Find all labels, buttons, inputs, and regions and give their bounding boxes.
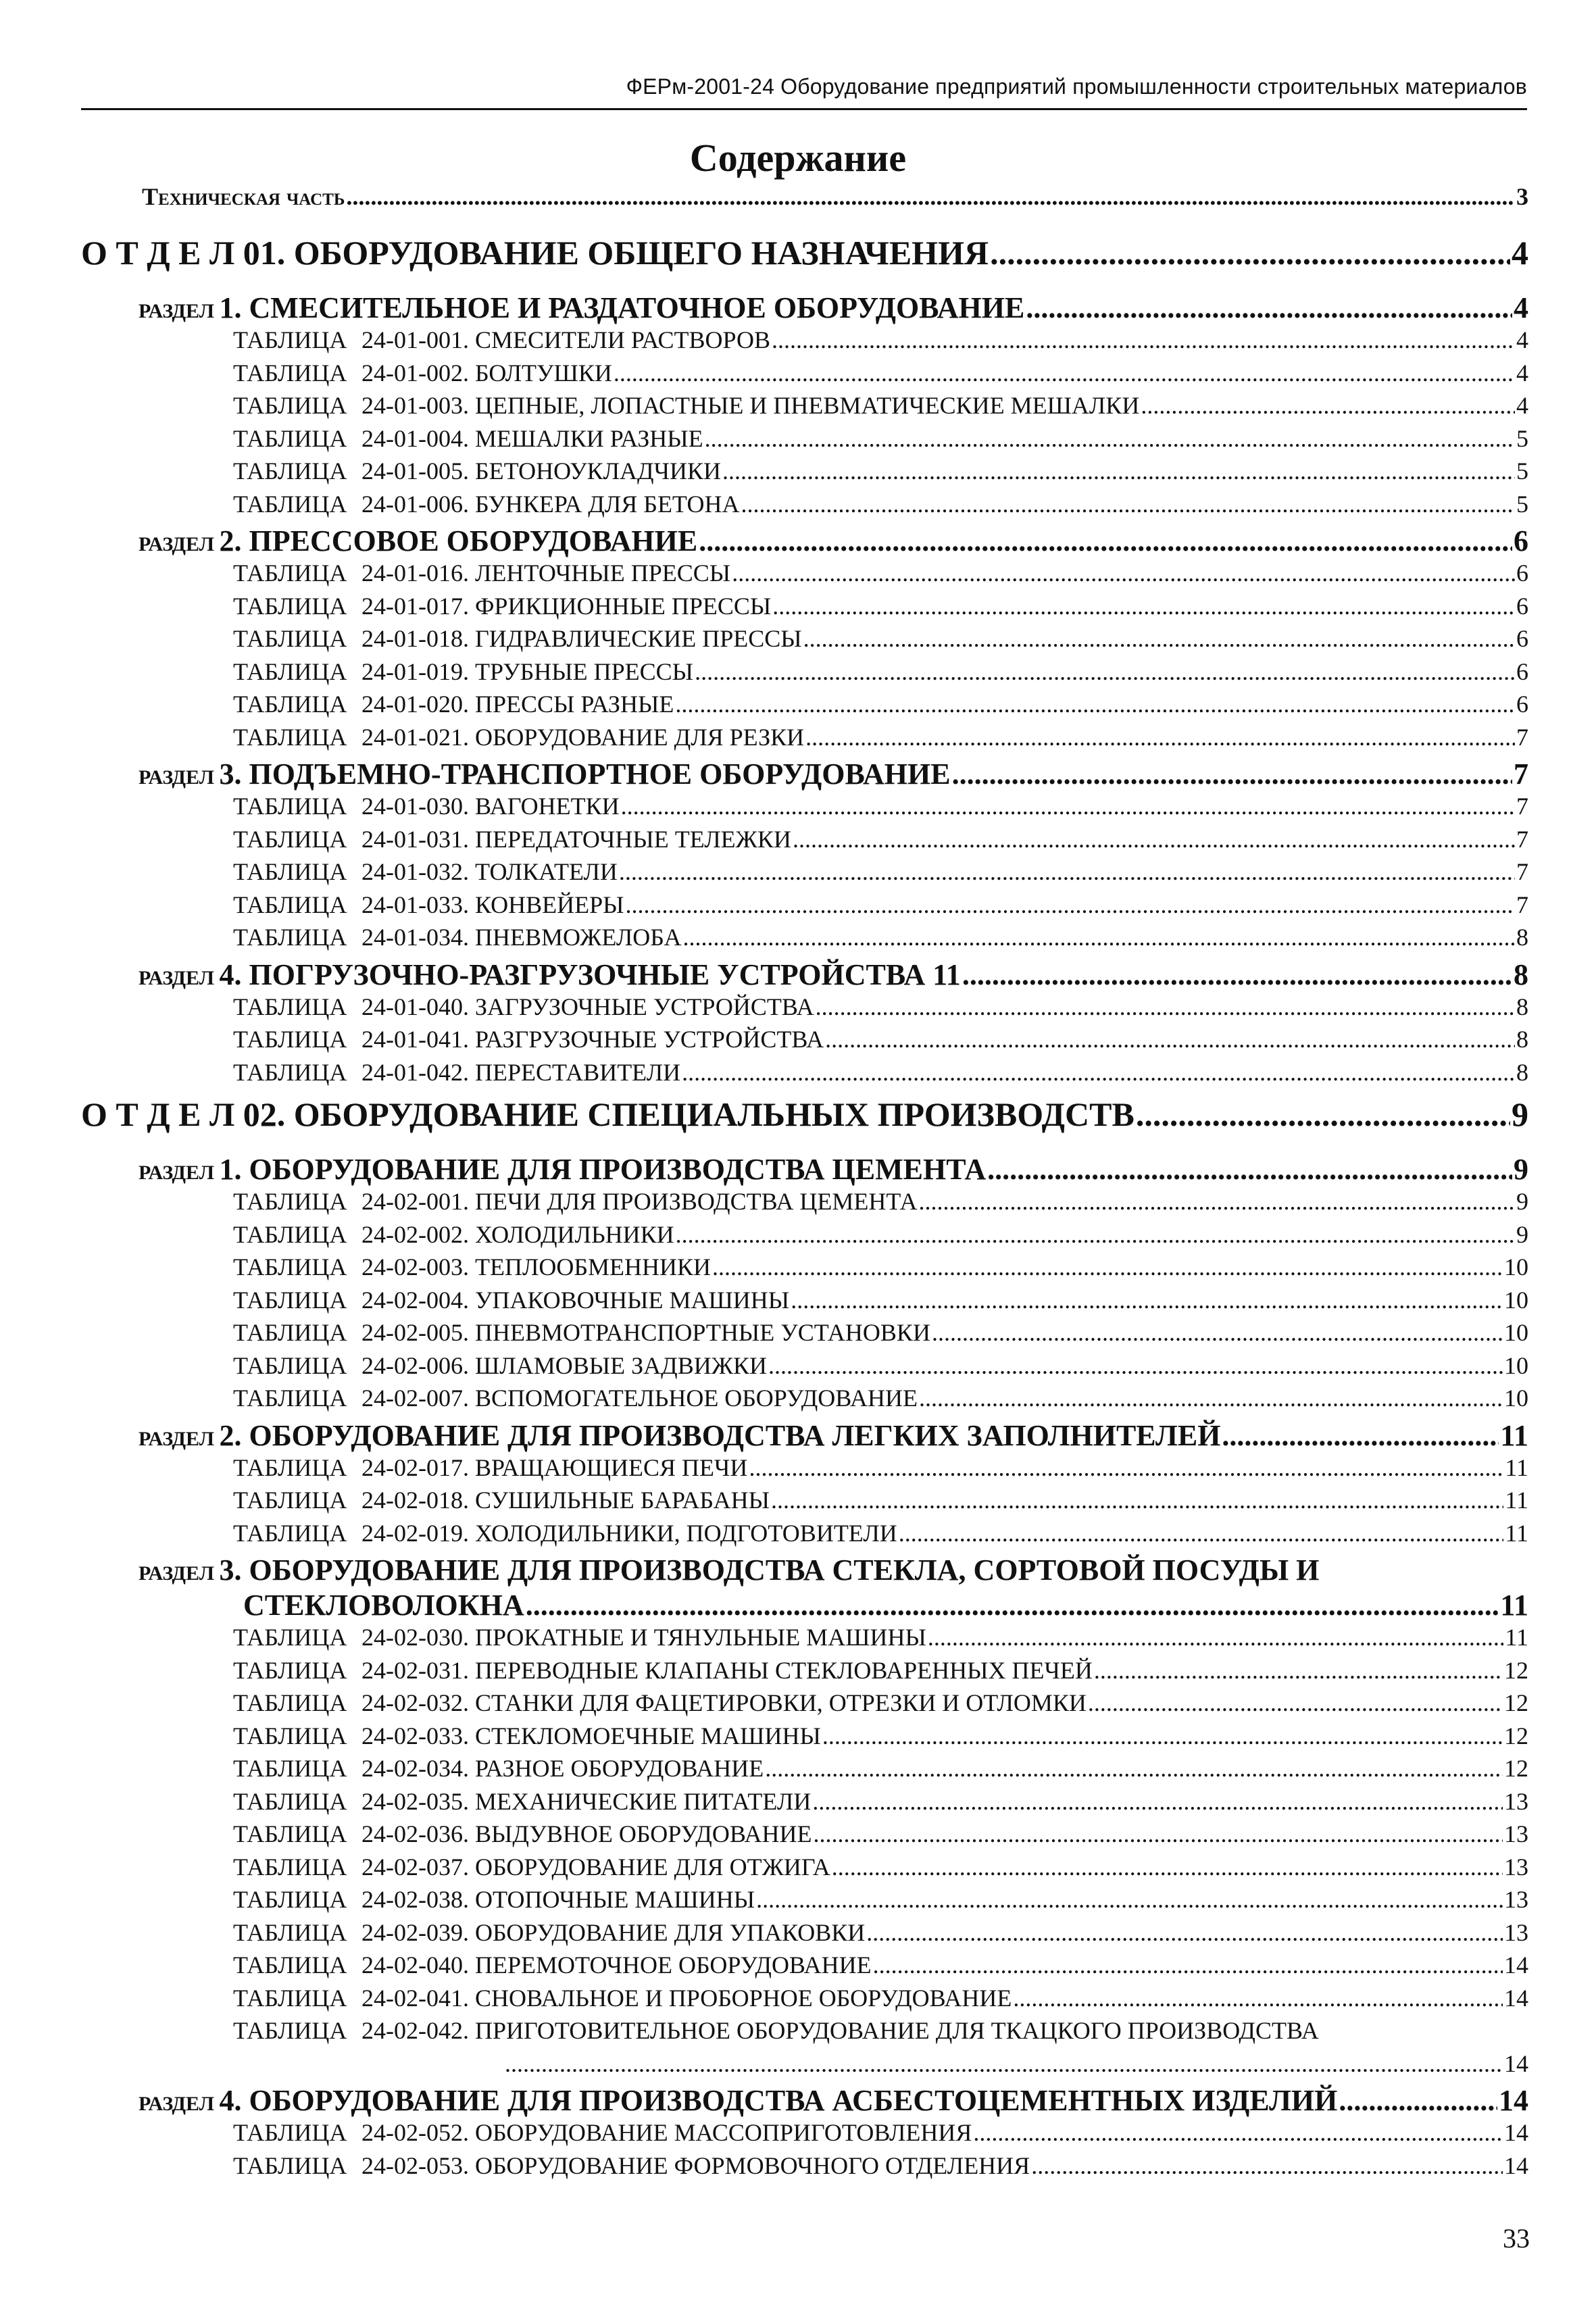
toc-table-entry[interactable] (233, 1656, 1528, 1685)
toc-table-entry[interactable] (233, 1722, 1528, 1750)
toc-table-entry-label: ТАБЛИЦА 24-01-033. КОНВЕЙЕРЫ (233, 891, 624, 918)
table-keyword: ТАБЛИЦА (233, 1453, 347, 1481)
toc-table-entry-page: 14 (1504, 2119, 1528, 2146)
toc-table-entry-label: ТАБЛИЦА 24-02-030. ПРОКАТНЫЕ И ТЯНУЛЬНЫЕ МАШИНЫ (233, 1624, 926, 1651)
leader-dots (1026, 291, 1512, 325)
leader-dots (705, 424, 1515, 453)
toc-table-entry[interactable] (233, 1519, 1528, 1547)
toc-table-entry-page: 10 (1504, 1351, 1528, 1379)
table-keyword: ТАБЛИЦА (233, 1487, 347, 1514)
leader-dots (675, 690, 1515, 718)
toc-table-entry-page: 6 (1516, 657, 1528, 685)
leader-dots (866, 1918, 1503, 1947)
leader-dots (505, 2049, 1503, 2078)
table-keyword: ТАБЛИЦА (233, 1253, 347, 1280)
table-keyword: ТАБЛИЦА (233, 1984, 347, 2012)
leader-dots (919, 1187, 1515, 1216)
leader-dots (695, 657, 1515, 686)
toc-razdel-page: 8 (1514, 957, 1528, 991)
toc-table-entry-label: ТАБЛИЦА 24-01-018. ГИДРАВЛИЧЕСКИЕ ПРЕССЫ (233, 625, 802, 652)
leader-dots (822, 1722, 1503, 1750)
toc-table-entry-label: ТАБЛИЦА 24-01-041. РАЗГРУЗОЧНЫЕ УСТРОЙСТВА (233, 1026, 824, 1053)
toc-table-entry-label: ТАБЛИЦА 24-01-040. ЗАГРУЗОЧНЫЕ УСТРОЙСТВА (233, 993, 814, 1020)
toc-table-entry-page: 10 (1504, 1253, 1528, 1280)
table-keyword: ТАБЛИЦА (233, 1689, 347, 1716)
table-keyword: ТАБЛИЦА (233, 1951, 347, 1978)
table-keyword: ТАБЛИЦА (233, 625, 347, 652)
toc-otdel-label: О Т Д Е Л 02. ОБОРУДОВАНИЕ СПЕЦИАЛЬНЫХ ПРОИЗВОДСТВ (81, 1095, 1134, 1133)
toc-table-entry-page: 6 (1516, 559, 1528, 587)
toc-table-entry[interactable] (233, 1286, 1528, 1314)
toc-table-entry[interactable] (233, 993, 1528, 1021)
razdel-word: РАЗДЕЛ (139, 2093, 220, 2115)
toc-table-entry-label: ТАБЛИЦА 24-02-037. ОБОРУДОВАНИЕ ДЛЯ ОТЖИГА (233, 1853, 830, 1881)
toc-razdel-label: РАЗДЕЛ 1. ОБОРУДОВАНИЕ ДЛЯ ПРОИЗВОДСТВА ЦЕМЕНТА (139, 1153, 987, 1186)
toc-razdel-label: РАЗДЕЛ 3. ОБОРУДОВАНИЕ ДЛЯ ПРОИЗВОДСТВА СТЕКЛА, СОРТОВОЙ ПОСУДЫ И (139, 1553, 1320, 1587)
table-keyword: ТАБЛИЦА (233, 1918, 347, 1946)
leader-dots (814, 1820, 1503, 1848)
page-title: Содержание (689, 136, 907, 180)
razdel-word: РАЗДЕЛ (139, 766, 220, 789)
toc-table-entry-label: ТАБЛИЦА 24-01-021. ОБОРУДОВАНИЕ ДЛЯ РЕЗКИ (233, 723, 805, 751)
toc-table-entry-label: ТАБЛИЦА 24-02-053. ОБОРУДОВАНИЕ ФОРМОВОЧНОГО ОТДЕЛЕНИЯ (233, 2151, 1030, 2179)
leader-dots (1013, 1984, 1503, 2012)
table-keyword: ТАБЛИЦА (233, 392, 347, 419)
toc-table-entry[interactable] (233, 391, 1528, 420)
leader-dots (756, 1885, 1503, 1914)
leader-dots (873, 1951, 1503, 1979)
toc-table-entry-label: ТАБЛИЦА 24-02-052. ОБОРУДОВАНИЕ МАССОПРИГОТОВЛЕНИЯ (233, 2119, 972, 2146)
toc-table-entry-label: ТАБЛИЦА 24-01-004. МЕШАЛКИ РАЗНЫЕ (233, 424, 703, 452)
toc-table-entry[interactable] (233, 657, 1528, 686)
toc-table-entry-page: 11 (1505, 1453, 1528, 1481)
leader-dots (768, 1351, 1503, 1380)
toc-razdel-label: РАЗДЕЛ 3. ПОДЪЕМНО-ТРАНСПОРТНОЕ ОБОРУДОВАНИЕ (139, 757, 951, 791)
leader-dots (825, 1025, 1515, 1053)
toc-table-entry[interactable] (233, 1318, 1528, 1347)
toc-razdel-cont-page: 11 (1500, 1589, 1528, 1622)
toc-otdel[interactable] (81, 1095, 1528, 1134)
razdel-word: РАЗДЕЛ (139, 533, 220, 555)
leader-dots (1141, 391, 1515, 420)
table-keyword: ТАБЛИЦА (233, 1853, 347, 1881)
leader-dots (741, 490, 1515, 518)
toc-table-entry-label: ТАБЛИЦА 24-02-003. ТЕПЛООБМЕННИКИ (233, 1253, 712, 1280)
toc-razdel[interactable] (139, 757, 1528, 791)
toc-table-entry-page: 8 (1516, 993, 1528, 1020)
toc-table-entry[interactable] (233, 723, 1528, 751)
toc-table-entry[interactable] (233, 1885, 1528, 1914)
table-keyword: ТАБЛИЦА (233, 993, 347, 1020)
leader-dots (676, 1220, 1515, 1249)
toc-table-entry-page: 7 (1516, 793, 1528, 820)
toc-table-entry[interactable] (233, 1025, 1528, 1053)
toc-table-entry[interactable] (233, 326, 1528, 354)
toc-table-entry[interactable] (233, 1984, 1528, 2012)
toc-table-entry[interactable] (233, 1253, 1528, 1281)
razdel-word: РАЗДЕЛ (139, 300, 220, 322)
toc-table-entry-label: ТАБЛИЦА 24-02-042. ПРИГОТОВИТЕЛЬНОЕ ОБОРУДОВАНИЕ ДЛЯ ТКАЦКОГО ПРОИЗВОДСТВА (233, 2017, 1319, 2044)
toc-table-entry[interactable] (233, 559, 1528, 587)
table-keyword: ТАБЛИЦА (233, 825, 347, 853)
leader-dots (614, 359, 1515, 387)
toc-table-entry-label: ТАБЛИЦА 24-01-017. ФРИКЦИОННЫЕ ПРЕССЫ (233, 592, 772, 620)
leader-dots (805, 723, 1515, 751)
table-keyword: ТАБЛИЦА (233, 424, 347, 452)
toc-table-entry[interactable] (233, 1187, 1528, 1216)
toc-razdel-page: 14 (1499, 2084, 1528, 2117)
toc-razdel-page: 9 (1514, 1153, 1528, 1186)
table-keyword: ТАБЛИЦА (233, 1820, 347, 1847)
toc-table-entry-label: ТАБЛИЦА 24-01-006. БУНКЕРА ДЛЯ БЕТОНА (233, 490, 740, 518)
toc-table-entry[interactable] (233, 1351, 1528, 1380)
toc-table-entry[interactable] (233, 1951, 1528, 1979)
toc-razdel[interactable] (139, 1152, 1528, 1187)
table-keyword: ТАБЛИЦА (233, 1026, 347, 1053)
toc-table-entry-page: 13 (1504, 1853, 1528, 1881)
toc-razdel-label: РАЗДЕЛ 2. ПРЕССОВОЕ ОБОРУДОВАНИЕ (139, 524, 698, 557)
toc-table-entry-page: 8 (1516, 1058, 1528, 1086)
leader-dots (1031, 2151, 1503, 2180)
toc-razdel-label: РАЗДЕЛ 4. ОБОРУДОВАНИЕ ДЛЯ ПРОИЗВОДСТВА АСБЕСТОЦЕМЕНТНЫХ ИЗДЕЛИЙ (139, 2084, 1338, 2117)
toc-table-entry-label: ТАБЛИЦА 24-02-031. ПЕРЕВОДНЫЕ КЛАПАНЫ СТЕКЛОВАРЕННЫХ ПЕЧЕЙ (233, 1656, 1093, 1684)
leader-dots (973, 2118, 1503, 2147)
leader-dots (621, 792, 1515, 820)
toc-technical-part-label: Техническая часть (142, 183, 345, 210)
toc-table-entry-label: ТАБЛИЦА 24-01-034. ПНЕВМОЖЕЛОБА (233, 924, 682, 951)
toc-razdel-page: 6 (1514, 524, 1528, 557)
leader-dots (803, 624, 1515, 653)
leader-dots (952, 757, 1512, 791)
toc-table-entry-page: 4 (1516, 392, 1528, 419)
toc-table-entry[interactable] (233, 2151, 1528, 2180)
toc-table-entry-page: 12 (1504, 1689, 1528, 1716)
toc-table-entry[interactable] (233, 1754, 1528, 1783)
toc-table-entry[interactable] (233, 1820, 1528, 1848)
table-keyword: ТАБЛИЦА (233, 1188, 347, 1215)
leader-dots (346, 182, 1515, 211)
table-keyword: ТАБЛИЦА (233, 457, 347, 484)
leader-dots (791, 1286, 1503, 1314)
leader-dots (816, 993, 1515, 1021)
leader-dots (932, 1318, 1503, 1347)
leader-dots (771, 1486, 1503, 1514)
leader-dots (732, 559, 1515, 587)
toc-table-entry-label: ТАБЛИЦА 24-01-003. ЦЕПНЫЕ, ЛОПАСТНЫЕ И ПНЕВМАТИЧЕСКИЕ МЕШАЛКИ (233, 392, 1140, 419)
razdel-word: РАЗДЕЛ (139, 1162, 220, 1184)
toc-table-entry-label: ТАБЛИЦА 24-01-042. ПЕРЕСТАВИТЕЛИ (233, 1058, 681, 1086)
toc-table-entry[interactable] (233, 825, 1528, 853)
leader-dots (712, 1253, 1503, 1281)
toc-table-entry-label: ТАБЛИЦА 24-02-017. ВРАЩАЮЩИЕСЯ ПЕЧИ (233, 1453, 748, 1481)
leader-dots (987, 1152, 1512, 1187)
toc-table-entry[interactable] (233, 923, 1528, 951)
razdel-word: РАЗДЕЛ (139, 966, 220, 989)
table-keyword: ТАБЛИЦА (233, 891, 347, 918)
leader-dots (1088, 1689, 1503, 1717)
toc-table-entry-label: ТАБЛИЦА 24-02-033. СТЕКЛОМОЕЧНЫЕ МАШИНЫ (233, 1722, 821, 1749)
table-keyword: ТАБЛИЦА (233, 1286, 347, 1314)
toc-razdel-page: 4 (1514, 291, 1528, 324)
toc-table-entry[interactable] (233, 1787, 1528, 1816)
table-keyword: ТАБЛИЦА (233, 1385, 347, 1412)
leader-dots (526, 1588, 1499, 1622)
table-keyword: ТАБЛИЦА (233, 691, 347, 718)
leader-dots (1094, 1656, 1503, 1685)
razdel-word: РАЗДЕЛ (139, 1562, 220, 1585)
toc-table-entry[interactable] (233, 792, 1528, 820)
toc-table-entry-label: ТАБЛИЦА 24-01-032. ТОЛКАТЕЛИ (233, 858, 618, 885)
toc-table-entry-label: ТАБЛИЦА 24-02-038. ОТОПОЧНЫЕ МАШИНЫ (233, 1886, 755, 1913)
toc-table-entry-label: ТАБЛИЦА 24-02-002. ХОЛОДИЛЬНИКИ (233, 1220, 674, 1248)
leader-dots (928, 1623, 1503, 1651)
toc-table-entry[interactable] (233, 1486, 1528, 1514)
toc-table-entry[interactable] (233, 1853, 1528, 1881)
toc-table-entry-page: 10 (1504, 1286, 1528, 1314)
toc-otdel-page: 4 (1512, 234, 1528, 272)
razdel-word: РАЗДЕЛ (139, 1427, 220, 1450)
toc-table-entry[interactable] (233, 1384, 1528, 1412)
toc-table-entry-label: ТАБЛИЦА 24-02-007. ВСПОМОГАТЕЛЬНОЕ ОБОРУДОВАНИЕ (233, 1385, 918, 1412)
toc-table-entry-label: ТАБЛИЦА 24-02-041. СНОВАЛЬНОЕ И ПРОБОРНОЕ ОБОРУДОВАНИЕ (233, 1984, 1012, 2012)
leader-dots (626, 891, 1516, 919)
toc-table-entry-label: ТАБЛИЦА 24-02-034. РАЗНОЕ ОБОРУДОВАНИЕ (233, 1755, 764, 1782)
toc-table-entry-page: 13 (1504, 1820, 1528, 1847)
toc-razdel[interactable] (139, 1418, 1528, 1453)
toc-table-entry-page: 12 (1504, 1755, 1528, 1782)
toc-table-entry-page: 11 (1505, 1624, 1528, 1651)
toc-razdel[interactable] (139, 524, 1528, 558)
leader-dots (793, 825, 1515, 853)
table-keyword: ТАБЛИЦА (233, 793, 347, 820)
leader-dots (682, 1058, 1515, 1087)
toc-razdel[interactable] (139, 957, 1528, 992)
toc-table-entry-label: ТАБЛИЦА 24-02-036. ВЫДУВНОЕ ОБОРУДОВАНИЕ (233, 1820, 812, 1847)
table-keyword: ТАБЛИЦА (233, 1319, 347, 1346)
toc-razdel-cont[interactable] (243, 1588, 1528, 1622)
toc-table-entry-page: 14 (1504, 1951, 1528, 1978)
leader-dots (765, 1754, 1503, 1783)
toc-table-entry-page: 6 (1516, 625, 1528, 652)
toc-razdel-label: РАЗДЕЛ 1. СМЕСИТЕЛЬНОЕ И РАЗДАТОЧНОЕ ОБОРУДОВАНИЕ (139, 291, 1025, 324)
toc-table-entry[interactable] (233, 424, 1528, 453)
toc-table-entry[interactable] (233, 1453, 1528, 1482)
toc-table-entry-page: 7 (1516, 891, 1528, 918)
toc-razdel[interactable] (139, 2083, 1528, 2118)
toc-table-entry[interactable] (233, 624, 1528, 653)
toc-table-entry-page: 12 (1504, 1656, 1528, 1684)
leader-dots (990, 233, 1510, 272)
table-keyword: ТАБЛИЦА (233, 559, 347, 587)
table-keyword: ТАБЛИЦА (233, 2119, 347, 2146)
toc-table-entry-page: 8 (1516, 924, 1528, 951)
toc-razdel-page: 11 (1500, 1418, 1528, 1452)
page-number: 33 (1503, 2223, 1530, 2254)
toc-table-entry-page: 13 (1504, 1918, 1528, 1946)
toc-table-entry-page: 13 (1504, 1787, 1528, 1815)
toc-table-entry-page: 8 (1516, 1026, 1528, 1053)
toc-table-entry-page: 10 (1504, 1319, 1528, 1346)
toc-table-entry-page: 6 (1516, 592, 1528, 620)
toc-razdel-label: РАЗДЕЛ 4. ПОГРУЗОЧНО-РАЗГРУЗОЧНЫЕ УСТРОЙСТВА 11 (139, 957, 961, 991)
toc-table-entry-label: ТАБЛИЦА 24-02-018. СУШИЛЬНЫЕ БАРАБАНЫ (233, 1487, 770, 1514)
table-keyword: ТАБЛИЦА (233, 1886, 347, 1913)
toc-table-entry-page: 7 (1516, 723, 1528, 751)
leader-dots (699, 524, 1512, 558)
toc-table-entry-label: ТАБЛИЦА 24-01-002. БОЛТУШКИ (233, 359, 612, 387)
toc-table-entry[interactable] (233, 2016, 1528, 2045)
leader-dots (619, 857, 1515, 886)
toc-table-entry[interactable] (233, 457, 1528, 485)
toc-table-entry[interactable] (233, 690, 1528, 718)
toc-table-entry-page: 14 (1504, 2151, 1528, 2179)
toc-table-entry[interactable] (233, 490, 1528, 518)
table-keyword: ТАБЛИЦА (233, 657, 347, 685)
toc-table-entry-page: 5 (1516, 457, 1528, 484)
toc-table-entry-label: ТАБЛИЦА 24-02-006. ШЛАМОВЫЕ ЗАДВИЖКИ (233, 1351, 767, 1379)
running-header (81, 74, 1527, 110)
leader-dots (962, 957, 1512, 992)
toc-table-entry-page: 7 (1516, 825, 1528, 853)
table-keyword: ТАБЛИЦА (233, 2151, 347, 2179)
leader-dots (812, 1787, 1503, 1816)
toc-table-entry-page: 11 (1505, 1519, 1528, 1547)
toc-razdel-cont-label: СТЕКЛОВОЛОКНА (243, 1589, 524, 1622)
table-keyword: ТАБЛИЦА (233, 1656, 347, 1684)
table-keyword: ТАБЛИЦА (233, 858, 347, 885)
toc-otdel-label: О Т Д Е Л 01. ОБОРУДОВАНИЕ ОБЩЕГО НАЗНАЧЕНИЯ (81, 234, 989, 272)
toc-table-entry[interactable] (233, 2118, 1528, 2147)
toc-otdel[interactable] (81, 233, 1528, 272)
toc-table-entry-label: ТАБЛИЦА 24-02-005. ПНЕВМОТРАНСПОРТНЫЕ УСТАНОВКИ (233, 1319, 930, 1346)
toc-table-entry[interactable] (233, 592, 1528, 620)
toc-table-entry-cont-page: 14 (1504, 2049, 1528, 2077)
toc-table-entry-label: ТАБЛИЦА 24-02-039. ОБОРУДОВАНИЕ ДЛЯ УПАКОВКИ (233, 1918, 866, 1946)
toc-table-entry-page: 10 (1504, 1385, 1528, 1412)
toc-razdel-label: РАЗДЕЛ 2. ОБОРУДОВАНИЕ ДЛЯ ПРОИЗВОДСТВА ЛЕГКИХ ЗАПОЛНИТЕЛЕЙ (139, 1418, 1221, 1452)
table-keyword: ТАБЛИЦА (233, 1755, 347, 1782)
toc-table-entry[interactable] (233, 1220, 1528, 1249)
leader-dots (1136, 1095, 1510, 1134)
toc-table-entry-label: ТАБЛИЦА 24-02-001. ПЕЧИ ДЛЯ ПРОИЗВОДСТВА ЦЕМЕНТА (233, 1188, 918, 1215)
leader-dots (749, 1453, 1503, 1482)
leader-dots (919, 1384, 1503, 1412)
toc-table-entry-label: ТАБЛИЦА 24-01-030. ВАГОНЕТКИ (233, 793, 620, 820)
toc-table-entry-label: ТАБЛИЦА 24-02-040. ПЕРЕМОТОЧНОЕ ОБОРУДОВАНИЕ (233, 1951, 872, 1978)
table-keyword: ТАБЛИЦА (233, 1351, 347, 1379)
leader-dots (1222, 1418, 1499, 1453)
leader-dots (772, 592, 1515, 620)
header-text: ФЕРм-2001-24 Оборудование предприятий промышленности строительных материалов (626, 74, 1527, 99)
leader-dots (1339, 2083, 1497, 2118)
toc-table-entry-page: 4 (1516, 359, 1528, 387)
toc-table-entry-page: 12 (1504, 1722, 1528, 1749)
table-keyword: ТАБЛИЦА (233, 1787, 347, 1815)
toc-razdel[interactable] (139, 1553, 1528, 1587)
table-keyword: ТАБЛИЦА (233, 1519, 347, 1547)
table-keyword: ТАБЛИЦА (233, 1220, 347, 1248)
toc-table-entry-page: 9 (1516, 1220, 1528, 1248)
toc-table-entry-page: 5 (1516, 490, 1528, 518)
toc-table-entry-cont[interactable] (503, 2049, 1528, 2078)
toc-table-entry-label: ТАБЛИЦА 24-02-019. ХОЛОДИЛЬНИКИ, ПОДГОТОВИТЕЛИ (233, 1519, 897, 1547)
toc-table-entry-label: ТАБЛИЦА 24-01-020. ПРЕССЫ РАЗНЫЕ (233, 691, 674, 718)
toc-table-entry-label: ТАБЛИЦА 24-02-004. УПАКОВОЧНЫЕ МАШИНЫ (233, 1286, 790, 1314)
leader-dots (832, 1853, 1503, 1881)
toc-table-entry-label: ТАБЛИЦА 24-01-001. СМЕСИТЕЛИ РАСТВОРОВ (233, 326, 771, 353)
toc-table-entry[interactable] (233, 891, 1528, 919)
toc-table-entry[interactable] (233, 1058, 1528, 1087)
toc-table-entry-label: ТАБЛИЦА 24-01-031. ПЕРЕДАТОЧНЫЕ ТЕЛЕЖКИ (233, 825, 791, 853)
toc-table-entry-page: 7 (1516, 858, 1528, 885)
toc-table-entry-label: ТАБЛИЦА 24-02-035. МЕХАНИЧЕСКИЕ ПИТАТЕЛИ (233, 1787, 812, 1815)
toc-table-entry[interactable] (233, 857, 1528, 886)
toc-razdel-page: 7 (1514, 757, 1528, 791)
toc-table-entry-label: ТАБЛИЦА 24-02-032. СТАНКИ ДЛЯ ФАЦЕТИРОВКИ, ОТРЕЗКИ И ОТЛОМКИ (233, 1689, 1087, 1716)
table-keyword: ТАБЛИЦА (233, 490, 347, 518)
toc-table-entry[interactable] (233, 1918, 1528, 1947)
leader-dots (899, 1519, 1504, 1547)
toc-razdel[interactable] (139, 291, 1528, 325)
table-keyword: ТАБЛИЦА (233, 359, 347, 387)
toc-table-entry-page: 5 (1516, 424, 1528, 452)
toc-table-entry[interactable] (233, 1689, 1528, 1717)
leader-dots (722, 457, 1515, 485)
toc-table-entry[interactable] (233, 1623, 1528, 1651)
table-keyword: ТАБЛИЦА (233, 2017, 347, 2044)
toc-table-entry-page: 6 (1516, 691, 1528, 718)
leader-dots (682, 923, 1515, 951)
toc-table-entry-page: 4 (1516, 326, 1528, 353)
toc-technical-part[interactable] (142, 182, 1528, 211)
table-keyword: ТАБЛИЦА (233, 924, 347, 951)
table-keyword: ТАБЛИЦА (233, 592, 347, 620)
table-keyword: ТАБЛИЦА (233, 723, 347, 751)
table-keyword: ТАБЛИЦА (233, 1058, 347, 1086)
toc-table-entry-page: 11 (1505, 1487, 1528, 1514)
toc-table-entry[interactable] (233, 359, 1528, 387)
toc-table-entry-page: 14 (1504, 1984, 1528, 2012)
toc-table-entry-label: ТАБЛИЦА 24-01-005. БЕТОНОУКЛАДЧИКИ (233, 457, 722, 484)
leader-dots (772, 326, 1515, 354)
toc-table-entry-label: ТАБЛИЦА 24-01-019. ТРУБНЫЕ ПРЕССЫ (233, 657, 694, 685)
table-keyword: ТАБЛИЦА (233, 326, 347, 353)
toc-table-entry-label: ТАБЛИЦА 24-01-016. ЛЕНТОЧНЫЕ ПРЕССЫ (233, 559, 731, 587)
toc-table-entry-page: 9 (1516, 1188, 1528, 1215)
toc-table-entry-page: 13 (1504, 1886, 1528, 1913)
table-keyword: ТАБЛИЦА (233, 1624, 347, 1651)
toc-technical-part-page: 3 (1516, 183, 1528, 210)
table-keyword: ТАБЛИЦА (233, 1722, 347, 1749)
toc-otdel-page: 9 (1512, 1095, 1528, 1133)
